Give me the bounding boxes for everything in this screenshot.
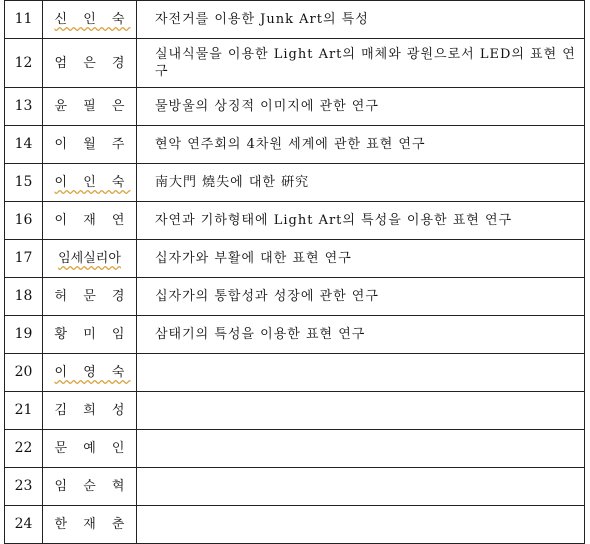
thesis-title: 십자가의 통합성과 성장에 관한 연구 (137, 278, 585, 316)
thesis-list-table (4, 0, 585, 544)
row-number: 20 (5, 354, 43, 392)
row-number: 21 (5, 392, 43, 430)
table-row (5, 164, 585, 202)
row-number: 22 (5, 430, 43, 468)
row-number: 12 (5, 39, 43, 88)
row-number: 18 (5, 278, 43, 316)
row-number: 23 (5, 468, 43, 506)
table-row (5, 430, 585, 468)
table-row (5, 278, 585, 316)
author-name: 문 예 인 (43, 430, 137, 468)
table-row (5, 88, 585, 126)
thesis-title: 현악 연주회의 4차원 세계에 관한 표현 연구 (137, 126, 585, 164)
thesis-title (137, 430, 585, 468)
author-name: 신 인 숙 (43, 1, 137, 39)
table-row (5, 354, 585, 392)
table-row (5, 468, 585, 506)
row-number: 15 (5, 164, 43, 202)
thesis-title (137, 468, 585, 506)
thesis-title (137, 392, 585, 430)
author-name: 이 인 숙 (43, 164, 137, 202)
table-row (5, 316, 585, 354)
thesis-title (137, 506, 585, 544)
thesis-title: 南大門 燒失에 대한 硏究 (137, 164, 585, 202)
thesis-title (137, 354, 585, 392)
thesis-title: 물방울의 상징적 이미지에 관한 연구 (137, 88, 585, 126)
row-number: 11 (5, 1, 43, 39)
author-name: 황 미 임 (43, 316, 137, 354)
table-row (5, 202, 585, 240)
author-name: 한 재 춘 (43, 506, 137, 544)
thesis-title: 자전거를 이용한 Junk Art의 특성 (137, 1, 585, 39)
thesis-title: 삼태기의 특성을 이용한 표현 연구 (137, 316, 585, 354)
thesis-title: 실내식물을 이용한 Light Art의 매체와 광원으로서 LED의 표현 연구 (137, 39, 585, 88)
row-number: 16 (5, 202, 43, 240)
row-number: 19 (5, 316, 43, 354)
table-row (5, 126, 585, 164)
thesis-title: 자연과 기하형태에 Light Art의 특성을 이용한 표현 연구 (137, 202, 585, 240)
author-name: 김 희 성 (43, 392, 137, 430)
table-row (5, 392, 585, 430)
author-name: 임세실리아 (43, 240, 137, 278)
thesis-title: 십자가와 부활에 대한 표현 연구 (137, 240, 585, 278)
row-number: 17 (5, 240, 43, 278)
author-name: 엄 은 경 (43, 39, 137, 88)
row-number: 14 (5, 126, 43, 164)
author-name: 임 순 혁 (43, 468, 137, 506)
table-row (5, 1, 585, 39)
table-row (5, 39, 585, 88)
author-name: 허 문 경 (43, 278, 137, 316)
author-name: 이 월 주 (43, 126, 137, 164)
row-number: 24 (5, 506, 43, 544)
table-row (5, 506, 585, 544)
author-name: 이 재 연 (43, 202, 137, 240)
table-row (5, 240, 585, 278)
author-name: 윤 필 은 (43, 88, 137, 126)
author-name: 이 영 숙 (43, 354, 137, 392)
row-number: 13 (5, 88, 43, 126)
